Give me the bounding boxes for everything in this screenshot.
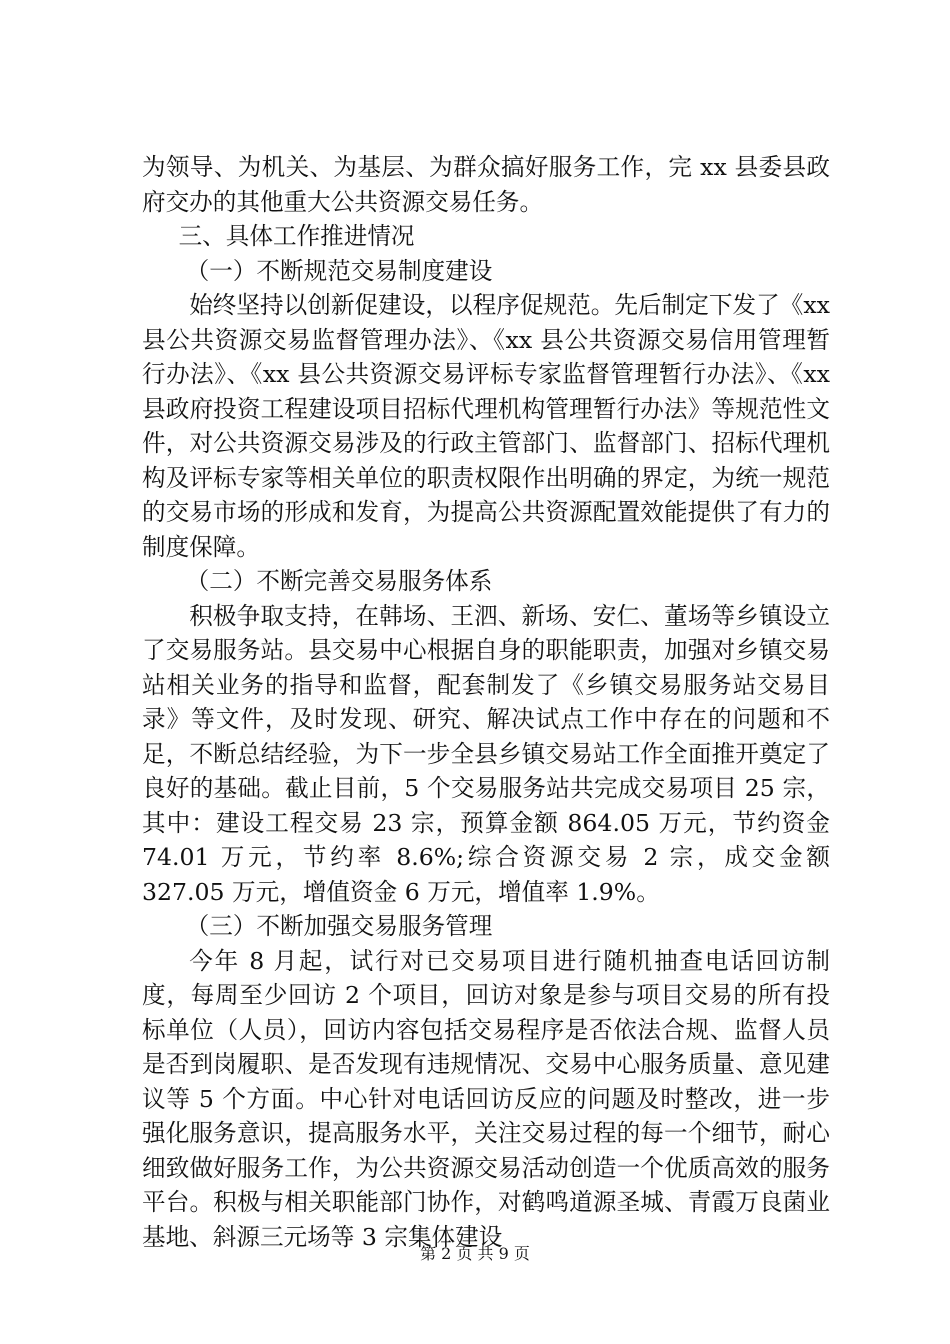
paragraph-1: 始终坚持以创新促建设，以程序促规范。先后制定下发了《xx 县公共资源交易监督管理办法》、《xx 县公共资源交易信用管理暂行办法》、《xx 县公共资源交易评标专家监督管理暂行办法》、《xx 县政府投资工程建设项目招标代理机构管理暂行办法》等规范性文件，对公共资源交易涉及的行政主管部门、监督部门、招标代理机构及评标专家等相关单位的职责权限作出明确的界定，为统一规范的交易市场的形成和发育，为提高公共资源配置效能提供了有力的制度保障。 (142, 291, 830, 561)
page-footer (0, 1244, 950, 1264)
paragraph-continued: 为领导、为机关、为基层、为群众搞好服务工作，完 xx 县委县政府交办的其他重大公共资源交易任务。 (142, 153, 830, 216)
document-body (142, 150, 830, 1254)
page-number-label: 第 2 页 共 9 页 (420, 1244, 530, 1263)
subsection-heading-1: （一）不断规范交易制度建设 (185, 256, 493, 285)
paragraph-2: 积极争取支持，在韩场、王泗、新场、安仁、董场等乡镇设立了交易服务站。县交易中心根据自身的职能职责，加强对乡镇交易站相关业务的指导和监督，配套制发了《乡镇交易服务站交易目录》等文件，及时发现、研究、解决试点工作中存在的问题和不足，不断总结经验，为下一步全县乡镇交易站工作全面推开奠定了良好的基础。截止目前，5 个交易服务站共完成交易项目 25 宗，其中：建设工程交易 23 宗，预算金额 864.05 万元，节约资金 74.01 万元，节约率 8.6%;综合资源交易 2 宗，成交金额 327.05 万元，增值资金 6 万元，增值率 1.9%。 (142, 601, 830, 906)
subsection-heading-3: （三）不断加强交易服务管理 (185, 912, 493, 940)
subsection-heading-2: （二）不断完善交易服务体系 (185, 567, 493, 595)
section-heading: 三、具体工作推进情况 (178, 222, 415, 250)
paragraph-3: 今年 8 月起，试行对已交易项目进行随机抽查电话回访制度，每周至少回访 2 个项目，回访对象是参与项目交易的所有投标单位（人员），回访内容包括交易程序是否依法合规、监督人员是否到岗履职、是否发现有违规情况、交易中心服务质量、意见建议等 5 个方面。中心针对电话回访反应的问题及时整改，进一步强化服务意识，提高服务水平，关注交易过程的每一个细节，耐心细致做好服务工作，为公共资源交易活动创造一个优质高效的服务平台。积极与相关职能部门协作，对鹤鸣道源圣城、青霞万良菌业基地、斜源三元场等 3 宗集体建设 (142, 946, 830, 1251)
